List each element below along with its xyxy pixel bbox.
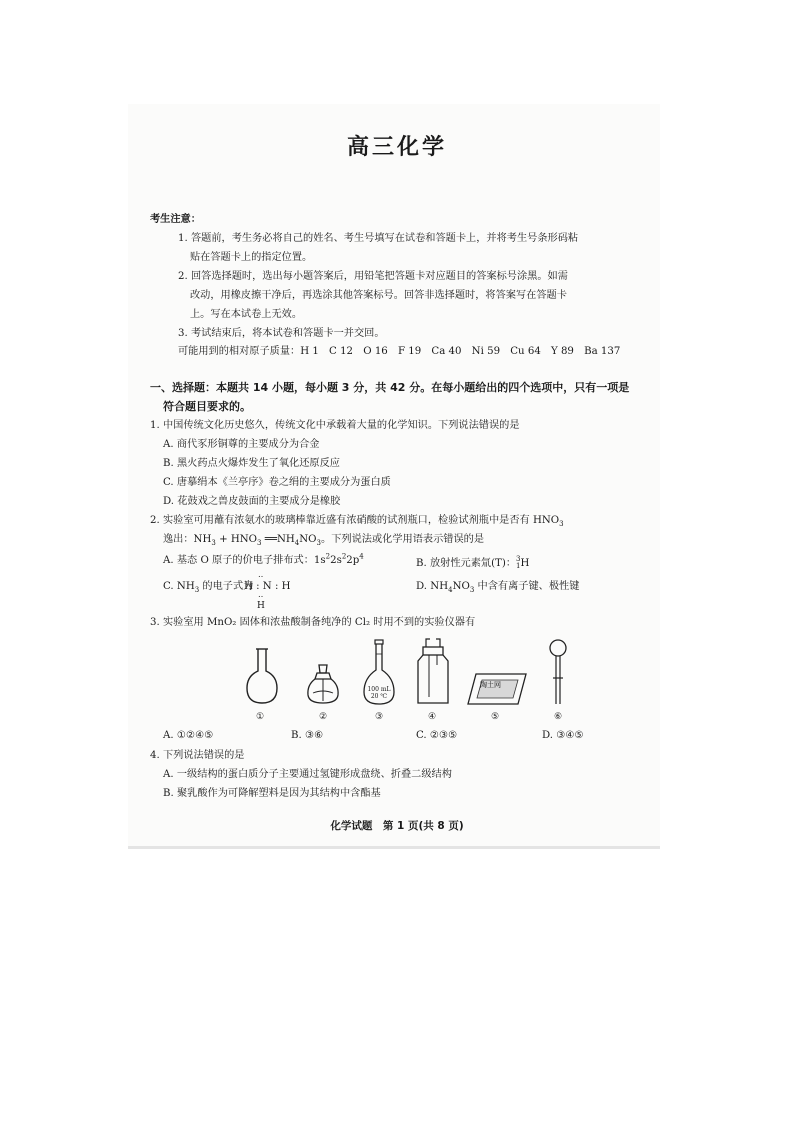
exam-title: 高三化学 [346,135,447,160]
volumetric-flask-label: 100 mL 20 ℃ [367,686,391,700]
q3-option-d: D. ③④⑤ [542,730,584,741]
q2-stem-line2: 逸出：$NH_3 + HNO_3$ $══NH_4NO_3$。下列说法或化学用语表示错误的是 [163,534,485,548]
q1-option-c: C. 唐摹绢本《兰亭序》卷之绢的主要成分为蛋白质 [163,477,391,488]
apparatus-label-6: ⑥ [553,712,563,722]
notice-item-2b: 改动，用橡皮擦干净后，再选涂其他答案标号。回答非选择题时，将答案写在答题卡 [190,290,567,301]
q1-stem: 1. 中国传统文化历史悠久，传统文化中承载着大量的化学知识。下列说法错误的是 [150,420,520,431]
notice-item-2: 2. 回答选择题时，选出每小题答案后，用铅笔把答题卡对应题目的答案标号涂黑。如需 [178,271,568,282]
gas-washing-bottle-icon [414,637,452,707]
lewis-dots-top: ‥ [258,570,264,579]
q1-option-b: B. 黑火药点火爆炸发生了氧化还原反应 [163,458,340,469]
q2-option-c: C. $NH_3$ 的电子式为 [163,581,254,595]
lewis-dots-bottom: ‥ [258,590,264,599]
nh3-lewis-structure: H : N : H [244,581,291,592]
q1-option-a: A. 商代豕形铜尊的主要成分为合金 [163,439,320,450]
notice-item-1b: 贴在答题卡上的指定位置。 [190,252,313,263]
q2-option-d: D. $NH_4NO_3$ 中含有离子键、极性键 [416,581,580,595]
page-footer: 化学试题 第 1 页(共 8 页) [330,820,464,832]
lewis-bottom-h: H [257,601,265,611]
q2-option-a: A. 基态 O 原子的价电子排布式：$1s^22s^22p^4$ [163,552,364,566]
notice-heading: 考生注意： [150,214,201,225]
gauze-label: 陶土网 [480,681,501,689]
section-heading-cont: 符合题目要求的。 [163,400,251,413]
q2-stem-line1: 2. 实验室可用蘸有浓氨水的玻璃棒靠近盛有浓硝酸的试剂瓶口，检验试剂瓶中是否有 $HNO_3$ [150,515,564,529]
atomic-masses: 可能用到的相对原子质量：H 1 C 12 O 16 F 19 Ca 40 Ni 59 Cu 64 Y 89 Ba 137 [178,346,621,357]
apparatus-label-1: ① [255,712,265,722]
section-heading: 一、选择题：本题共 14 小题，每小题 3 分，共 42 分。在每小题给出的四个选项中，只有一项是 [150,381,630,394]
separatory-funnel-icon [548,638,568,708]
q4-option-a: A. 一级结构的蛋白质分子主要通过氢键形成盘绕、折叠二级结构 [163,769,452,780]
q1-option-d: D. 花鼓戏之兽皮鼓面的主要成分是橡胶 [163,496,341,507]
q3-option-a: A. ①②④⑤ [163,730,214,741]
q4-option-b: B. 聚乳酸作为可降解塑料是因为其结构中含酯基 [163,788,381,799]
apparatus-label-3: ③ [374,712,384,722]
notice-item-1: 1. 答题前，考生务必将自己的姓名、考生号填写在试卷和答题卡上，并将考生号条形码粘 [178,233,579,244]
notice-item-3: 3. 考试结束后，将本试卷和答题卡一并交回。 [178,328,385,339]
q3-stem: 3. 实验室用 MnO₂ 固体和浓盐酸制备纯净的 Cl₂ 时用不到的实验仪器有 [150,617,476,628]
notice-item-2c: 上。写在本试卷上无效。 [190,309,303,320]
q3-option-b: B. ③⑥ [291,730,324,741]
round-bottom-flask-icon [245,647,279,705]
alcohol-lamp-icon [305,663,341,705]
q3-option-c: C. ②③⑤ [416,730,458,741]
apparatus-label-5: ⑤ [490,712,500,722]
apparatus-label-2: ② [318,712,328,722]
q4-stem: 4. 下列说法错误的是 [150,750,245,761]
q2-option-b: B. 放射性元素氚(T)：3 1H [416,555,530,570]
sheet-edge-shadow [128,846,660,849]
apparatus-label-4: ④ [427,712,437,722]
